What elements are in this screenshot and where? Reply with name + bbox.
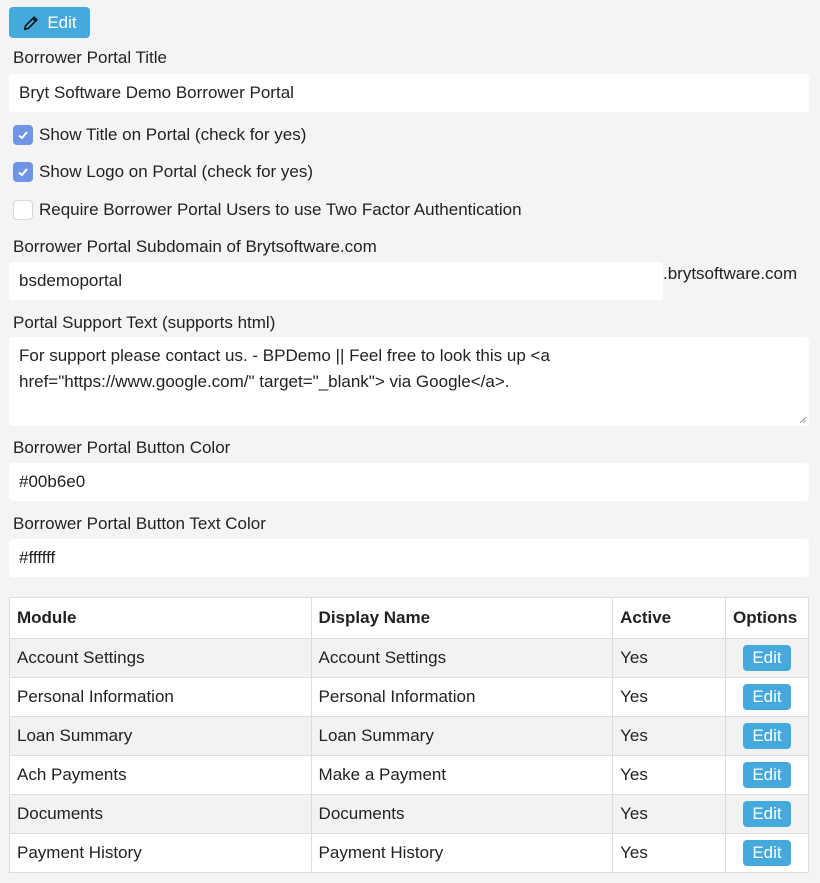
module-cell: Payment History bbox=[10, 834, 312, 873]
options-cell bbox=[725, 795, 808, 834]
button-color-label: Borrower Portal Button Color bbox=[13, 438, 231, 457]
options-cell bbox=[725, 756, 808, 795]
column-header-display-name: Display Name bbox=[311, 598, 613, 639]
two-factor-row[interactable] bbox=[13, 200, 522, 220]
row-edit-button[interactable]: Edit bbox=[743, 684, 790, 710]
table-row bbox=[10, 717, 809, 756]
module-cell: Loan Summary bbox=[10, 717, 312, 756]
display-name-cell: Loan Summary bbox=[311, 717, 613, 756]
module-cell: Documents bbox=[10, 795, 312, 834]
module-cell: Account Settings bbox=[10, 639, 312, 678]
show-logo-checkbox[interactable] bbox=[13, 162, 33, 182]
active-cell: Yes bbox=[613, 678, 726, 717]
module-cell: Personal Information bbox=[10, 678, 312, 717]
row-edit-button[interactable]: Edit bbox=[743, 801, 790, 827]
two-factor-checkbox[interactable] bbox=[13, 200, 33, 220]
table-header-row bbox=[10, 598, 809, 639]
button-text-color-input[interactable]: #ffffff bbox=[9, 539, 809, 577]
subdomain-label: Borrower Portal Subdomain of Brytsoftware.com bbox=[13, 237, 377, 256]
subdomain-suffix: .brytsoftware.com bbox=[663, 264, 798, 283]
active-cell: Yes bbox=[613, 717, 726, 756]
active-cell: Yes bbox=[613, 795, 726, 834]
show-title-label: Show Title on Portal (check for yes) bbox=[39, 125, 307, 144]
display-name-cell: Documents bbox=[311, 795, 613, 834]
column-header-active: Active bbox=[613, 598, 726, 639]
module-cell: Ach Payments bbox=[10, 756, 312, 795]
active-cell: Yes bbox=[613, 834, 726, 873]
button-color-input[interactable]: #00b6e0 bbox=[9, 463, 809, 501]
row-edit-button[interactable]: Edit bbox=[743, 840, 790, 866]
column-header-options: Options bbox=[725, 598, 808, 639]
show-logo-row[interactable] bbox=[13, 162, 313, 182]
subdomain-input[interactable]: bsdemoportal bbox=[9, 262, 663, 300]
show-logo-label: Show Logo on Portal (check for yes) bbox=[39, 162, 314, 181]
show-title-row[interactable] bbox=[13, 125, 306, 145]
checkmark-icon bbox=[17, 166, 29, 178]
row-edit-button[interactable]: Edit bbox=[743, 723, 790, 749]
row-edit-button[interactable]: Edit bbox=[743, 762, 790, 788]
table-row bbox=[10, 834, 809, 873]
column-header-module: Module bbox=[10, 598, 312, 639]
table-row bbox=[10, 639, 809, 678]
support-text-label: Portal Support Text (supports html) bbox=[13, 313, 276, 332]
pencil-icon bbox=[22, 14, 40, 32]
options-cell bbox=[725, 678, 808, 717]
show-title-checkbox[interactable] bbox=[13, 125, 33, 145]
options-cell bbox=[725, 717, 808, 756]
support-text-line: For support please contact us. - BPDemo || Feel free to look this up <a bbox=[19, 346, 550, 365]
button-text-color-label: Borrower Portal Button Text Color bbox=[13, 514, 266, 533]
options-cell bbox=[725, 834, 808, 873]
checkmark-icon bbox=[17, 129, 29, 141]
options-cell bbox=[725, 639, 808, 678]
display-name-cell: Make a Payment bbox=[311, 756, 613, 795]
table-row bbox=[10, 756, 809, 795]
two-factor-label: Require Borrower Portal Users to use Two Factor Authentication bbox=[39, 200, 522, 219]
active-cell: Yes bbox=[613, 639, 726, 678]
modules-table bbox=[9, 597, 809, 873]
display-name-cell: Personal Information bbox=[311, 678, 613, 717]
support-text-input[interactable] bbox=[9, 337, 809, 426]
display-name-cell: Account Settings bbox=[311, 639, 613, 678]
row-edit-button[interactable]: Edit bbox=[743, 645, 790, 671]
resize-handle-icon[interactable] bbox=[799, 416, 807, 424]
portal-title-label: Borrower Portal Title bbox=[13, 48, 167, 67]
table-row bbox=[10, 678, 809, 717]
edit-button[interactable] bbox=[9, 7, 90, 38]
support-text-line: href="https://www.google.com/" target="_blank"> via Google</a>. bbox=[19, 372, 510, 391]
table-row bbox=[10, 795, 809, 834]
active-cell: Yes bbox=[613, 756, 726, 795]
edit-button-label: Edit bbox=[47, 12, 77, 32]
portal-title-input[interactable]: Bryt Software Demo Borrower Portal bbox=[9, 74, 809, 112]
display-name-cell: Payment History bbox=[311, 834, 613, 873]
